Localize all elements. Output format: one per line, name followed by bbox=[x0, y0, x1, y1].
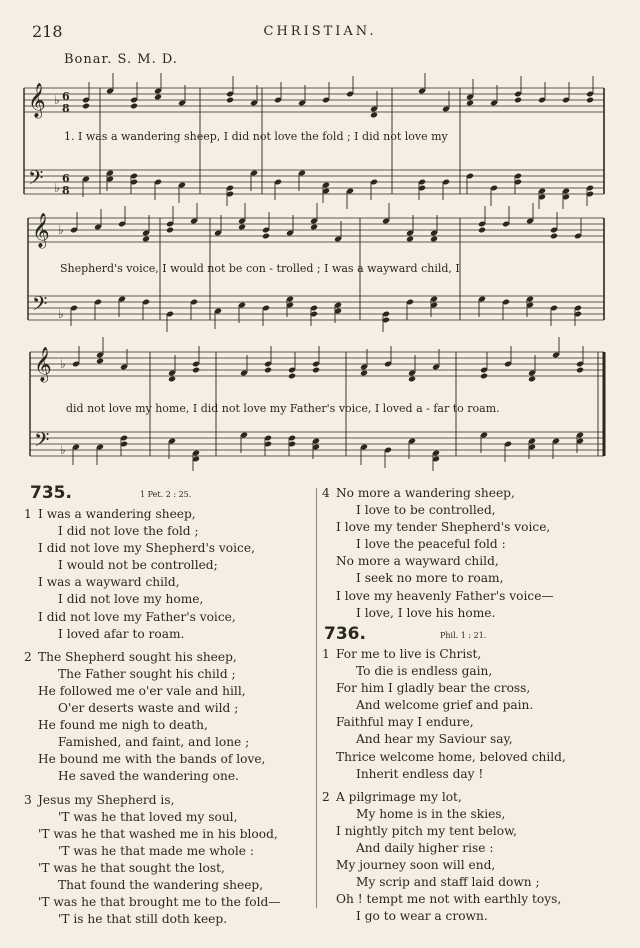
verse-line-text: Inherit endless day ! bbox=[356, 766, 484, 781]
note-head bbox=[576, 367, 584, 374]
verse-line bbox=[24, 683, 280, 700]
verse-line bbox=[322, 823, 566, 840]
note-head bbox=[226, 97, 234, 104]
note-head bbox=[312, 367, 320, 374]
verse-line bbox=[24, 626, 280, 643]
verse-line-text: I love to be controlled, bbox=[356, 503, 496, 518]
verse-line bbox=[322, 646, 566, 663]
verse-line bbox=[24, 540, 280, 557]
note-head bbox=[310, 224, 318, 231]
page-number: 218 bbox=[32, 22, 63, 41]
note-head bbox=[142, 236, 150, 243]
verse-line bbox=[322, 570, 554, 587]
verse-line-text: 'T was he that loved my soul, bbox=[58, 809, 238, 824]
verse-line-text: I go to wear a crown. bbox=[356, 909, 488, 924]
verse-line bbox=[24, 792, 280, 809]
verse-number: 1 bbox=[24, 507, 32, 521]
column-divider bbox=[316, 488, 317, 908]
scripture-reference-735: 1 Pet. 2 : 25. bbox=[140, 490, 192, 499]
verse-line-text: I love the peaceful fold : bbox=[356, 537, 506, 552]
verse-line-text: I did not love my Shepherd's voice, bbox=[38, 541, 255, 556]
verse-line-text: That found the wandering sheep, bbox=[58, 877, 264, 892]
time-signature: 6 bbox=[62, 90, 70, 103]
verse-line bbox=[322, 749, 566, 766]
verse-line-text: He saved the wandering one. bbox=[58, 769, 239, 784]
hymn-735-verse-4 bbox=[322, 485, 554, 628]
verse-number: 1 bbox=[322, 647, 330, 661]
verse-line bbox=[322, 908, 566, 925]
verse-line bbox=[24, 894, 280, 911]
verse-line-text: I did not love my home, bbox=[58, 592, 204, 607]
note-head bbox=[480, 373, 488, 380]
flat-sign-icon: ♭ bbox=[54, 93, 60, 107]
treble-clef-icon: 𝄞 bbox=[28, 83, 46, 118]
verse-line bbox=[24, 768, 280, 785]
flat-sign-icon: ♭ bbox=[58, 307, 64, 321]
time-signature: 6 bbox=[62, 172, 70, 185]
treble-clef-icon: 𝄞 bbox=[34, 347, 52, 382]
note-head bbox=[130, 103, 138, 110]
verse-line bbox=[322, 789, 566, 806]
verse-number: 2 bbox=[24, 649, 32, 664]
note-head bbox=[166, 227, 174, 234]
verse-line bbox=[24, 591, 280, 608]
verse-line-text: I would not be controlled; bbox=[58, 558, 218, 573]
note-head bbox=[192, 367, 200, 374]
note-head bbox=[238, 224, 246, 231]
treble-clef-icon: 𝄞 bbox=[32, 213, 50, 248]
note-head bbox=[82, 103, 90, 110]
verse-line-text: I was a wandering sheep, bbox=[38, 507, 196, 521]
note-head bbox=[370, 112, 378, 119]
verse-line-text: I was a wayward child, bbox=[38, 575, 180, 590]
verse-line bbox=[322, 680, 566, 697]
verse-line-text: I did not love the fold ; bbox=[58, 524, 199, 539]
hymn-736-verses bbox=[322, 646, 566, 932]
note-head bbox=[550, 233, 558, 240]
verse-line-text: Thrice welcome home, beloved child, bbox=[336, 749, 566, 764]
verse-2 bbox=[24, 649, 280, 786]
verse-line-text: To die is endless gain, bbox=[356, 664, 493, 679]
verse-line-text: O'er deserts waste and wild ; bbox=[58, 701, 239, 716]
note-head bbox=[586, 97, 594, 104]
verse-line bbox=[24, 734, 280, 751]
verse-line bbox=[24, 666, 280, 683]
verse-line bbox=[24, 523, 280, 540]
verse-line bbox=[24, 877, 280, 894]
verse-1 bbox=[24, 506, 280, 643]
flat-sign-icon: ♭ bbox=[58, 223, 64, 237]
verse-line-text: Faithful may I endure, bbox=[336, 715, 474, 730]
verse-line-text: And welcome grief and pain. bbox=[356, 698, 534, 713]
note-head bbox=[168, 376, 176, 383]
verse-line bbox=[322, 502, 554, 519]
verse-line bbox=[322, 663, 566, 680]
note-head bbox=[514, 97, 522, 104]
verse-line-text: I loved afar to roam. bbox=[58, 626, 185, 641]
note-head bbox=[528, 376, 536, 383]
running-title: CHRISTIAN. bbox=[263, 24, 377, 39]
verse-line-text: No more a wandering sheep, bbox=[336, 486, 515, 500]
tune-name: Bonar. S. M. D. bbox=[64, 52, 178, 67]
note-head bbox=[478, 227, 486, 234]
verse-2 bbox=[322, 789, 566, 926]
verse-line-text: I did not love my Father's voice, bbox=[38, 609, 236, 624]
verse-line bbox=[24, 809, 280, 826]
bass-clef-icon: 𝄢 bbox=[32, 292, 48, 320]
verse-line-text: I seek no more to roam, bbox=[356, 571, 504, 586]
hymn-735-verses-col1 bbox=[24, 506, 280, 934]
verse-line bbox=[322, 857, 566, 874]
note-head bbox=[288, 373, 296, 380]
verse-line bbox=[322, 588, 554, 605]
verse-line bbox=[322, 731, 566, 748]
verse-number: 3 bbox=[24, 792, 32, 807]
note-head bbox=[408, 376, 416, 383]
verse-line bbox=[322, 806, 566, 823]
verse-3 bbox=[24, 792, 280, 929]
verse-line-text: For me to live is Christ, bbox=[336, 647, 482, 661]
flat-sign-icon: ♭ bbox=[54, 181, 60, 195]
lyrics-line-system-3: did not love my home, I did not love my Father's voice, I loved a - far to roam. bbox=[66, 402, 500, 415]
bass-clef-icon: 𝄢 bbox=[28, 166, 44, 194]
verse-line bbox=[24, 506, 280, 523]
verse-line-text: I love my tender Shepherd's voice, bbox=[336, 520, 551, 535]
verse-line-text: Famished, and faint, and lone ; bbox=[58, 735, 250, 750]
verse-line-text: 'T was he that washed me in his blood, bbox=[38, 826, 278, 841]
verse-line-text: I nightly pitch my tent below, bbox=[336, 823, 517, 838]
verse-line-text: No more a wayward child, bbox=[336, 554, 499, 569]
verse-line bbox=[24, 826, 280, 843]
verse-line bbox=[24, 911, 280, 928]
verse-line-text: The Shepherd sought his sheep, bbox=[38, 649, 237, 664]
verse-line-text: I love, I love his home. bbox=[356, 605, 496, 620]
verse-line-text: 'T was he that made me whole : bbox=[58, 843, 254, 858]
verse-line-text: 'T was he that brought me to the fold— bbox=[38, 895, 281, 910]
verse-line-text: He found me nigh to death, bbox=[38, 718, 208, 733]
verse-line-text: My home is in the skies, bbox=[356, 806, 506, 821]
verse-line bbox=[24, 843, 280, 860]
note-head bbox=[406, 236, 414, 243]
note-head bbox=[154, 94, 162, 101]
verse-number: 2 bbox=[322, 789, 330, 804]
verse-line bbox=[322, 485, 554, 502]
verse-line-text: And hear my Saviour say, bbox=[356, 732, 513, 747]
verse-line-text: The Father sought his child ; bbox=[58, 666, 236, 681]
note-head bbox=[466, 100, 474, 107]
verse-line bbox=[322, 874, 566, 891]
verse-line bbox=[24, 860, 280, 877]
time-signature: 8 bbox=[62, 102, 70, 115]
verse-line-text: A pilgrimage my lot, bbox=[336, 789, 462, 804]
note-head bbox=[96, 358, 104, 365]
verse-line-text: Jesus my Shepherd is, bbox=[38, 792, 175, 807]
flat-sign-icon: ♭ bbox=[60, 357, 66, 371]
verse-number: 4 bbox=[322, 486, 330, 500]
verse-line bbox=[322, 519, 554, 536]
verse-line bbox=[24, 751, 280, 768]
verse-line-text: I love my heavenly Father's voice— bbox=[336, 588, 554, 603]
note-head bbox=[430, 236, 438, 243]
verse-line-text: 'T is he that still doth keep. bbox=[58, 912, 228, 927]
verse-4 bbox=[322, 485, 554, 622]
verse-line bbox=[24, 609, 280, 626]
verse-line bbox=[322, 714, 566, 731]
verse-line bbox=[24, 649, 280, 666]
verse-line bbox=[322, 840, 566, 857]
bass-clef-icon: 𝄢 bbox=[34, 428, 50, 456]
note-head bbox=[264, 367, 272, 374]
verse-line-text: He followed me o'er vale and hill, bbox=[38, 683, 246, 698]
note-head bbox=[360, 370, 368, 377]
verse-line bbox=[24, 574, 280, 591]
verse-line-text: Oh ! tempt me not with earthly toys, bbox=[336, 892, 562, 907]
verse-line-text: 'T was he that sought the lost, bbox=[38, 860, 225, 875]
hymn-number-736: 736. bbox=[324, 624, 366, 644]
verse-line bbox=[322, 553, 554, 570]
verse-line-text: My journey soon will end, bbox=[336, 858, 496, 873]
time-signature: 8 bbox=[62, 184, 70, 197]
verse-line bbox=[24, 717, 280, 734]
verse-line-text: My scrip and staff laid down ; bbox=[356, 875, 540, 890]
verse-line-text: For him I gladly bear the cross, bbox=[336, 681, 531, 696]
verse-line bbox=[322, 891, 566, 908]
lyrics-line-system-2: Shepherd's voice, I would not be con - trolled ; I was a wayward child, I bbox=[60, 262, 460, 275]
verse-1 bbox=[322, 646, 566, 783]
note-head bbox=[262, 233, 270, 240]
verse-line bbox=[322, 766, 566, 783]
flat-sign-icon: ♭ bbox=[60, 443, 66, 457]
verse-line-text: And daily higher rise : bbox=[356, 841, 494, 856]
verse-line bbox=[322, 697, 566, 714]
verse-line bbox=[322, 536, 554, 553]
scripture-reference-736: Phil. 1 : 21. bbox=[440, 631, 487, 640]
verse-line bbox=[24, 557, 280, 574]
verse-line bbox=[322, 605, 554, 622]
lyrics-line-system-1: 1. I was a wandering sheep, I did not love the fold ; I did not love my bbox=[64, 130, 448, 143]
hymn-number-735: 735. bbox=[30, 483, 72, 503]
verse-line bbox=[24, 700, 280, 717]
verse-line-text: He bound me with the bands of love, bbox=[38, 752, 266, 767]
